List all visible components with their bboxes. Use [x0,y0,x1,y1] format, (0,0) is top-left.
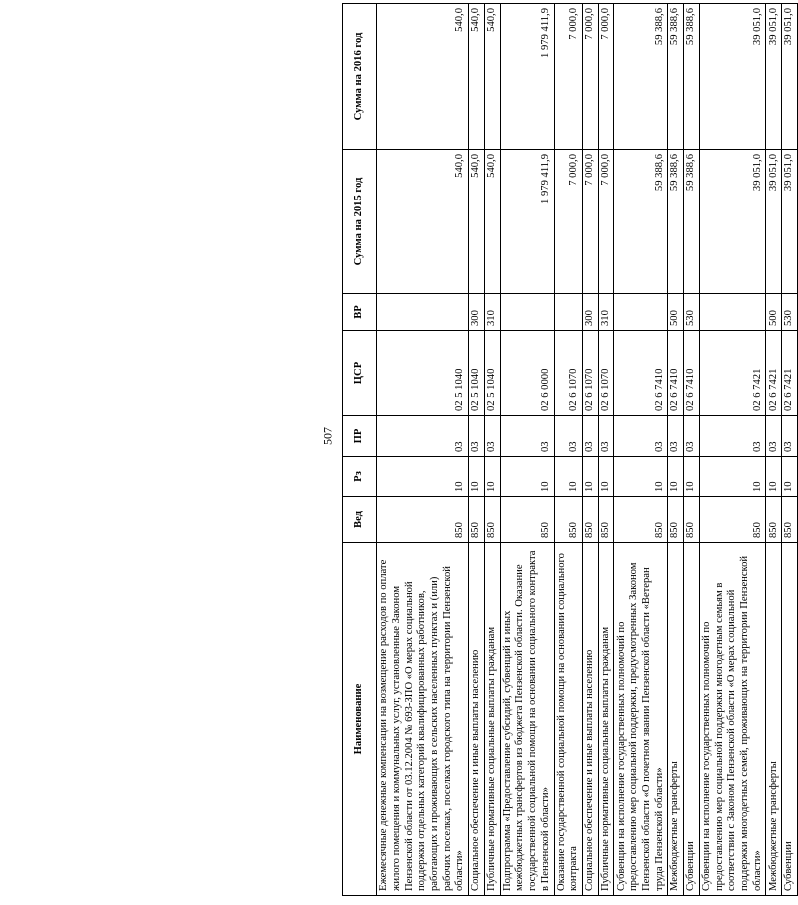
row-sum-2015: 1 979 411,9 [500,150,554,294]
row-csr: 02 6 7410 [684,331,700,416]
row-name: Межбюджетные трансферты [766,543,782,896]
row-vr: 310 [598,294,614,331]
row-sum-2016: 7 000,0 [554,4,582,150]
row-sum-2015: 7 000,0 [582,150,598,294]
row-csr: 02 6 7421 [699,331,766,416]
page-number: 507 [320,427,335,445]
row-csr: 02 5 1040 [469,331,485,416]
row-sum-2015: 39 051,0 [699,150,766,294]
row-ved: 850 [500,497,554,543]
header-sum-2015: Сумма на 2015 год [343,150,377,294]
row-pr: 03 [500,416,554,457]
row-sum-2016: 59 388,6 [668,4,684,150]
row-name: Субвенции [782,543,798,896]
row-sum-2015: 540,0 [469,150,485,294]
row-ved: 850 [782,497,798,543]
header-rz: Рз [343,457,377,497]
row-rz: 10 [699,457,766,497]
row-vr: 530 [684,294,700,331]
row-rz: 10 [782,457,798,497]
row-sum-2015: 7 000,0 [554,150,582,294]
row-pr: 03 [699,416,766,457]
row-csr: 02 6 1070 [598,331,614,416]
row-sum-2016: 540,0 [469,4,485,150]
row-vr: 500 [766,294,782,331]
row-ved: 850 [614,497,668,543]
table-row [484,4,500,896]
row-sum-2015: 59 388,6 [614,150,668,294]
row-sum-2015: 39 051,0 [782,150,798,294]
row-rz: 10 [598,457,614,497]
row-sum-2016: 540,0 [377,4,469,150]
row-rz: 10 [684,457,700,497]
row-pr: 03 [554,416,582,457]
header-csr: ЦСР [343,331,377,416]
row-rz: 10 [614,457,668,497]
row-sum-2016: 540,0 [484,4,500,150]
row-sum-2016: 59 388,6 [614,4,668,150]
table-row [377,4,469,896]
row-vr [614,294,668,331]
row-rz: 10 [554,457,582,497]
row-rz: 10 [668,457,684,497]
row-ved: 850 [699,497,766,543]
row-ved: 850 [668,497,684,543]
row-sum-2016: 1 979 411,9 [500,4,554,150]
table-row [582,4,598,896]
row-sum-2015: 39 051,0 [766,150,782,294]
row-name: Ежемесячные денежные компенсации на возмещение расходов по оплате жилого помещения и коммунальных услуг, установленные Законом Пензенской области от 03.12.2004 № 693-ЗПО «О мерах социальной поддержки отдельных категорий квалифицированных работников, работающих и проживающих в сельских населенных пунктах и (или) рабочих поселках, поселках городского типа на территории Пензенской области» [377,543,469,896]
header-name: Наименование [343,543,377,896]
row-pr: 03 [582,416,598,457]
row-name: Оказание государственной социальной помощи на основании социального контракта [554,543,582,896]
row-vr: 300 [469,294,485,331]
row-rz: 10 [469,457,485,497]
row-rz: 10 [582,457,598,497]
table-row [500,4,554,896]
header-vr: ВР [343,294,377,331]
row-vr: 530 [782,294,798,331]
row-name: Социальное обеспечение и иные выплаты населению [582,543,598,896]
row-vr [699,294,766,331]
row-name: Социальное обеспечение и иные выплаты населению [469,543,485,896]
header-pr: ПР [343,416,377,457]
row-csr: 02 5 1040 [484,331,500,416]
row-sum-2015: 7 000,0 [598,150,614,294]
budget-table [342,3,798,896]
row-sum-2016: 7 000,0 [582,4,598,150]
row-name: Публичные нормативные социальные выплаты гражданам [484,543,500,896]
table-row [699,4,766,896]
row-pr: 03 [668,416,684,457]
row-pr: 03 [766,416,782,457]
row-name: Субвенции на исполнение государственных полномочий по предоставлению мер социальной поддержки, предусмотренных Законом Пензенской области «О почетном звании Пензенской области «Ветеран труда Пензенской области» [614,543,668,896]
row-ved: 850 [377,497,469,543]
table-row [684,4,700,896]
row-ved: 850 [582,497,598,543]
row-sum-2015: 59 388,6 [668,150,684,294]
row-ved: 850 [554,497,582,543]
row-pr: 03 [782,416,798,457]
row-sum-2015: 540,0 [377,150,469,294]
row-rz: 10 [484,457,500,497]
row-ved: 850 [469,497,485,543]
table-header-row [343,4,377,896]
row-vr [500,294,554,331]
row-ved: 850 [766,497,782,543]
row-name: Субвенции на исполнение государственных полномочий по предоставлению мер социальной поддержки многодетным семьям в соответствии с Законом Пензенской области «О мерах социальной поддержки многодетных семей, проживающих на территории Пензенской области» [699,543,766,896]
row-csr: 02 6 7421 [782,331,798,416]
row-sum-2016: 39 051,0 [782,4,798,150]
row-sum-2016: 39 051,0 [766,4,782,150]
header-sum-2016: Сумма на 2016 год [343,4,377,150]
row-rz: 10 [377,457,469,497]
row-vr [554,294,582,331]
row-pr: 03 [614,416,668,457]
row-sum-2016: 59 388,6 [684,4,700,150]
table-row [614,4,668,896]
row-csr: 02 5 1040 [377,331,469,416]
table-row [668,4,684,896]
row-sum-2016: 39 051,0 [699,4,766,150]
table-row [554,4,582,896]
row-rz: 10 [500,457,554,497]
row-name: Субвенции [684,543,700,896]
table-row [782,4,798,896]
row-ved: 850 [684,497,700,543]
row-pr: 03 [598,416,614,457]
rotated-table-container [342,4,798,896]
row-ved: 850 [484,497,500,543]
row-csr: 02 6 7410 [614,331,668,416]
row-csr: 02 6 7410 [668,331,684,416]
row-vr: 500 [668,294,684,331]
row-csr: 02 6 1070 [554,331,582,416]
row-name: Межбюджетные трансферты [668,543,684,896]
row-pr: 03 [484,416,500,457]
row-vr [377,294,469,331]
row-pr: 03 [684,416,700,457]
row-pr: 03 [377,416,469,457]
row-name: Публичные нормативные социальные выплаты гражданам [598,543,614,896]
table-row [766,4,782,896]
row-vr: 300 [582,294,598,331]
row-csr: 02 6 1070 [582,331,598,416]
row-pr: 03 [469,416,485,457]
table-row [598,4,614,896]
row-ved: 850 [598,497,614,543]
row-sum-2015: 59 388,6 [684,150,700,294]
header-ved: Вед [343,497,377,543]
row-vr: 310 [484,294,500,331]
row-name: Подпрограмма «Предоставление субсидий, субвенций и иных межбюджетных трансфертов из бюджета Пензенской области. Оказание государственной социальной помощи на основании социального контракта в Пензенской области» [500,543,554,896]
row-csr: 02 6 0000 [500,331,554,416]
table-row [469,4,485,896]
row-rz: 10 [766,457,782,497]
row-sum-2015: 540,0 [484,150,500,294]
row-csr: 02 6 7421 [766,331,782,416]
row-sum-2016: 7 000,0 [598,4,614,150]
